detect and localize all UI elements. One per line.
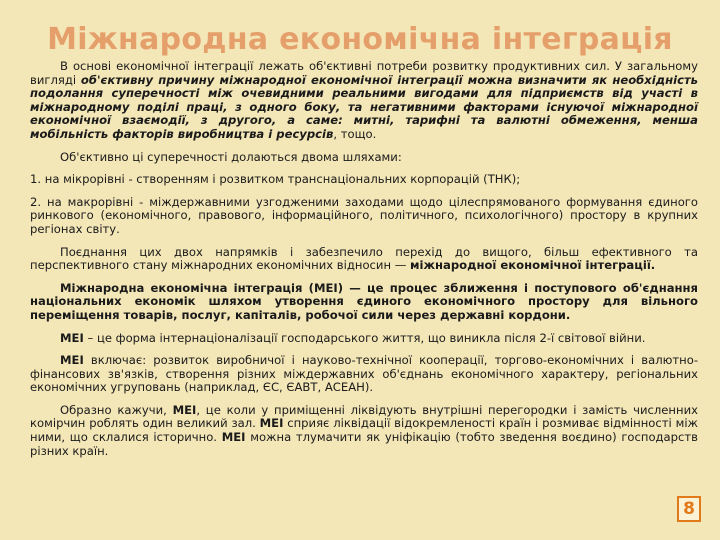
paragraph-combination (30, 246, 698, 273)
abbr-mei: МЕІ (60, 330, 84, 345)
paragraph-form-text: – це форма інтернаціоналізації господарського життя, що виникла після 2-ї світової війни. (83, 330, 646, 345)
paragraph-figurative-text: Образно кажучи, (60, 402, 173, 417)
paragraph-combination-text: Поєднання цих двох напрямків і забезпечило перехід до вищого, більш ефективного та перспективного стану міжнародних економічних відносин — (30, 244, 698, 273)
definition-paragraph: Міжнародна економічна інтеграція (МЕІ) — це процес зближення і поступового об'єднання національних економік шляхом утворення єдиного економічного простору для вільного переміщення товарів, послуг, капіталів, робочої сили через державні кордони. (30, 280, 698, 322)
list-item-micro: 1. на мікрорівні - створенням і розвитком транснаціональних корпорацій (ТНК); (30, 172, 521, 187)
abbr-mei: МЕІ (172, 402, 197, 417)
abbr-mei: МЕІ (221, 430, 246, 445)
paragraph-figurative-text: сприяє ліквідації відокремленості країн і розмиває відмінності між ними, що склалися історично. (30, 416, 698, 445)
abbr-mei: МЕІ (259, 416, 284, 431)
paragraph-basis-tail: , тощо. (333, 126, 377, 141)
abbr-mei: МЕІ (60, 353, 84, 368)
paragraph-figurative-text: , це коли у приміщенні ліквідують внутрішні перегородки і замість численних комірчин роблять один великий зал. (30, 402, 698, 431)
slide-title: Міжнародна економічна інтеграція (47, 22, 673, 57)
paragraph-ways: Об'єктивно ці суперечності долаються двома шляхами: (60, 149, 402, 164)
paragraph-combination-emphasis: міжнародної економічної інтеграції. (410, 258, 656, 273)
slide-content (30, 60, 698, 467)
paragraph-includes (30, 354, 698, 395)
page-number-badge: 8 (677, 496, 701, 522)
paragraph-figurative (30, 404, 698, 458)
paragraph-includes-text: включає: розвиток виробничої і науково-технічної кооперації, торгово-економічних і валютно-фінансових зв'язків, створення різних міждержавних об'єднань економічного характеру, регіональних економічних угруповань (наприклад, ЄС, ЄАВТ, АСЕАН). (30, 353, 698, 395)
paragraph-figurative-text: можна тлумачити як уніфікацію (тобто зведення воєдино) господарств різних країн. (30, 430, 698, 458)
paragraph-basis (30, 60, 698, 142)
paragraph-form (30, 332, 698, 346)
paragraph-basis-text: В основі економічної інтеграції лежать об'єктивні потреби розвитку продуктивних сил. У загальному вигляді (30, 59, 698, 87)
paragraph-basis-emphasis: об'єктивну причину міжнародної економічної інтеграції можна визначити як необхідність подолання суперечності між очевидними реальними вигодами для підприємств від участі в міжнародному поділі праці, з одного боку, та негативними факторами існуючої міжнародної економічної взаємодії, з другого, а саме: митні, тарифні та валютні обмеження, менша мобільність факторів виробництва і ресурсів (30, 72, 698, 141)
list-item-macro: 2. на макрорівні - міждержавними узгодженими заходами щодо цілеспрямованого формування єдиного ринкового (економічного, правового, інформаційного, політичного, психологічного) простору в крупних регіонах світу. (30, 194, 698, 236)
